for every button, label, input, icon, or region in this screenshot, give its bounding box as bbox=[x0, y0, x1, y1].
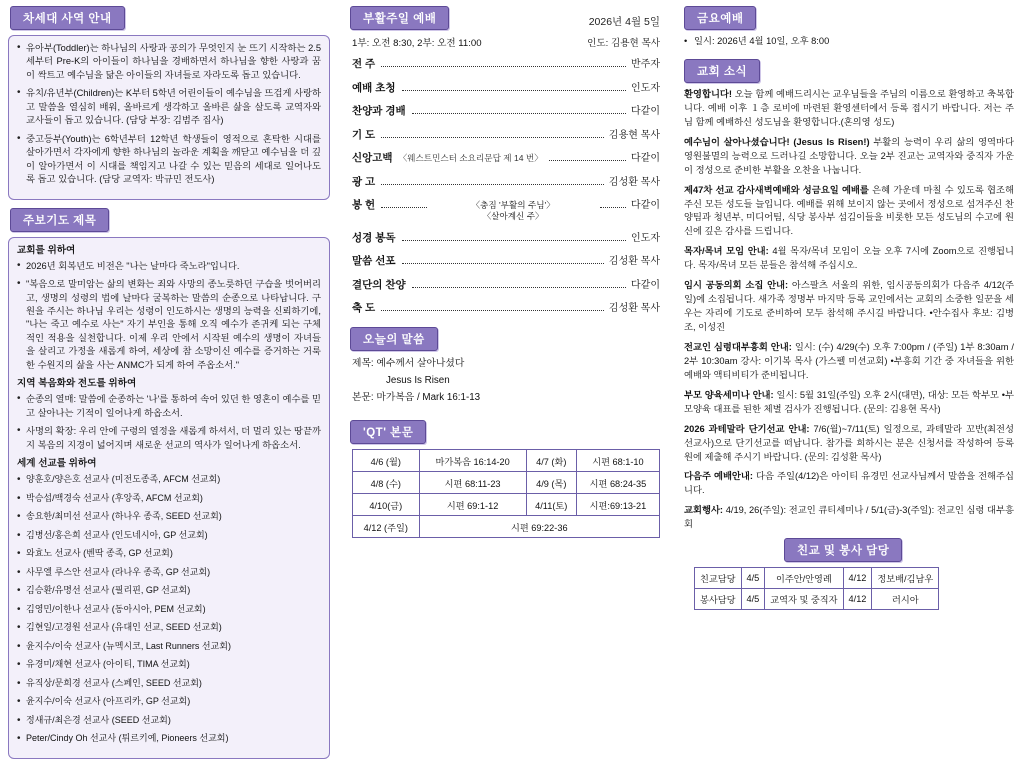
section-heading-serving bbox=[784, 538, 1024, 562]
serving-cell: 봉사담당 bbox=[695, 589, 742, 610]
message-block bbox=[352, 356, 658, 406]
qt-cell: 4/6 (월) bbox=[353, 450, 420, 472]
ribbon-label: 교회 소식 bbox=[684, 59, 760, 83]
qt-cell: 시편 69:1-12 bbox=[419, 494, 526, 516]
order-item-note: 〈웨스트민스터 소요리문답 제 14 번〉 bbox=[398, 153, 543, 163]
news-item bbox=[684, 184, 1014, 240]
news-item bbox=[684, 341, 1014, 383]
news-item-body: 아스팔츠 서울의 위한, 임시공동의회가 다음주 4/12(주일)에 소집됩니다. 새가족 정명부 마지막 등록 교인에서는 교회의 소중한 일꾼을 세우는 자리에 기도로 준비하여 모두 참석해 주시길 바랍니다. •안수집사 후보: 김병조, 이성진 bbox=[684, 280, 1014, 332]
serving-cell: 4/5 bbox=[741, 589, 765, 610]
news-item-body: 다음 주일(4/12)은 아이티 유경민 선교사님께서 말씀을 전해주십니다. bbox=[684, 471, 1015, 496]
news-item-title: 예수님이 살아나셨습니다! (Jesus Is Risen!) bbox=[684, 136, 870, 147]
list-item: • 김승환/유명선 선교사 (필리핀, GP 선교회) bbox=[17, 584, 321, 598]
list-item: • 윤지수/이숙 선교사 (아프리카, GP 선교회) bbox=[17, 695, 321, 709]
column-left bbox=[0, 0, 338, 744]
prayer-panel bbox=[8, 237, 330, 759]
dot-leader bbox=[381, 59, 626, 67]
news-item-title: 임시 공동의회 소집 안내: bbox=[684, 280, 789, 291]
message-text-label: 본문: bbox=[352, 391, 374, 403]
news-item-body: 일시: (수) 4/29(수) 오후 7:00pm / (주일) 1부 8:30am / 2부 10:30am 강사: 이기복 목사 (가스펠 미션교회) •부흥회 기간 중 자녀들을 위한 예배와 액티비티가 준비됩니다. bbox=[684, 341, 1014, 380]
missionary-list bbox=[17, 473, 321, 746]
column-center bbox=[340, 0, 670, 608]
prayer-group-list bbox=[17, 260, 321, 373]
order-row bbox=[352, 126, 660, 142]
list-item: • 유경미/채현 선교사 (아이티, TIMA 선교회) bbox=[17, 658, 321, 672]
news-item-title: 다음주 예배안내: bbox=[684, 471, 753, 482]
serving-cell: 4/5 bbox=[741, 568, 765, 589]
service-date: 2026년 4월 5일 bbox=[588, 16, 660, 28]
prayer-group-title: 지역 복음화와 전도를 위하여 bbox=[17, 378, 137, 390]
order-row bbox=[352, 55, 660, 71]
qt-cell: 4/8 (수) bbox=[353, 472, 420, 494]
news-item-body: 일시: 5월 31일(주일) 오후 2시(대면), 대상: 모든 학부모 •부모양육 대표를 된한 체별 검사가 진행됩니다. (문의: 김용현 목사) bbox=[684, 389, 1014, 414]
nextgen-panel bbox=[8, 35, 330, 200]
news-item-title: 환영합니다! bbox=[684, 88, 732, 99]
service-leader: 인도: 김용현 목사 bbox=[587, 38, 660, 49]
friday-info: • 일시: 2026년 4월 10일, 오후 8:00 bbox=[684, 35, 1014, 49]
news-item-title: 제47차 선교 감사새벽예배와 성금요일 예배를 bbox=[684, 184, 869, 195]
serving-cell: 교역자 및 중직자 bbox=[765, 589, 843, 610]
hymn-line-2: 〈살아계신 주〉 bbox=[482, 210, 544, 221]
order-item-name: 찬양과 경배 bbox=[352, 105, 406, 117]
section-heading-prayer bbox=[10, 208, 338, 232]
ribbon-label: 금요예배 bbox=[684, 6, 756, 30]
news-item bbox=[684, 470, 1014, 498]
order-row bbox=[352, 252, 660, 268]
ribbon-label: 주보기도 제목 bbox=[10, 208, 109, 232]
order-item-name: 결단의 찬양 bbox=[352, 278, 406, 291]
news-item-body: 4월 목자/목녀 모임이 오늘 오후 7시에 Zoom으로 진행됩니다. 목자/목녀 모든 분들은 참석해 주십시오. bbox=[684, 246, 1014, 271]
order-row bbox=[352, 102, 660, 118]
order-item-who: 다같이 bbox=[631, 153, 660, 164]
order-item-name: 축 도 bbox=[352, 302, 376, 315]
service-times: 1부: 오전 8:30, 2부: 오전 11:00 bbox=[352, 38, 482, 49]
list-item: • 김영민/이한나 선교사 (동아시아, PEM 선교회) bbox=[17, 603, 321, 617]
message-text: 마가복음 / Mark 16:1-13 bbox=[376, 391, 481, 403]
order-item-who: 김성환 목사 bbox=[608, 303, 660, 315]
qt-cell: 시편 68:1-10 bbox=[576, 450, 659, 472]
table-row bbox=[695, 589, 939, 610]
list-item: • 사무엘 루스안 선교사 (라나우 종족, GP 선교회) bbox=[17, 566, 321, 580]
order-row bbox=[352, 229, 660, 245]
table-row bbox=[353, 450, 660, 472]
list-item: • "복음으로 말미암는 삶의 변화는 죄와 사망의 종노릇하던 구습을 벗어버리고, 생명의 성령의 법에 날마다 굴복하는 말씀의 순종으로 나타납니다. 구원을 주시는 하나님 우리는 성령이 인도하시는 생명의 능력을 신뢰하기에, "나는 죽고 예수로 사는" 자기 부인을 통해 오직 예수가 존귀케 되는 구체적인 적용을 실천합니다. 이제 우리 안에서 시작된 예수의 생명이 자녀들을 살리고 가정을 새롭게 하여, 세상에 참 소망이신 예수를 증거하는 거룩한 수원지의 삶을 사는 ANMC가 되게 하여 주옵소서." bbox=[17, 278, 321, 372]
message-title: 예수께서 살아나셨다 bbox=[376, 358, 465, 370]
serving-cell: 러시아 bbox=[872, 589, 939, 610]
list-item: • 윤지수/이숙 선교사 (뉴멕시코, Last Runners 선교회) bbox=[17, 640, 321, 654]
order-item-who: 다같이 bbox=[631, 279, 660, 291]
order-item-who: 인도자 bbox=[631, 82, 660, 94]
news-item bbox=[684, 245, 1014, 273]
order-item-who: 김용현 목사 bbox=[608, 129, 660, 141]
order-of-worship bbox=[352, 55, 660, 315]
list-item: • 순종의 열매: 말씀에 순종하는 '나'를 통하여 속어 있던 한 영혼이 예수를 믿고 살아나는 기적이 일어나게 하옵소서. bbox=[17, 393, 321, 420]
news-item-body: 은혜 가운데 마칠 수 있도록 협조해 주신 모든 성도들 늘입니다. 예배를 위해 보이지 않는 곳에서 정성으로 섬겨주신 찬양팀과 청년부, 미디어팀, 식당 봉사부 섬김이들을 비롯한 모든 성도님의 수고에 원신에 깊은 감사를 드립니다. bbox=[684, 184, 1014, 237]
prayer-group-title: 교회를 위하여 bbox=[17, 244, 76, 256]
qt-cell: 시편:69:13-21 bbox=[576, 494, 659, 516]
news-item-body: 7/6(월)~7/11(토) 일정으로, 과테말라 꼬반(최전성 선교사)으로 단기선교를 떠납니다. 참가를 희하시는 분은 신청서를 작성하여 등록원에 제출해 주시기 바랍니다. (문의: 김성환 목사) bbox=[684, 423, 1014, 462]
table-row bbox=[695, 568, 939, 589]
order-item-who: 김성환 목사 bbox=[608, 176, 660, 188]
qt-cell: 마가복음 16:14-20 bbox=[419, 450, 526, 472]
list-item: • Peter/Cindy Oh 선교사 (튀르키예, Pioneers 선교회) bbox=[17, 732, 321, 746]
dot-leader bbox=[549, 153, 626, 161]
order-item-name: 성경 봉독 bbox=[352, 231, 396, 244]
order-row bbox=[352, 79, 660, 95]
news-item-body: 부활의 능력이 우리 삶의 영역마다 영원불멸의 능력으로 드러나길 소망합니다. 오늘 2부 진교는 교역자와 중직자 가운이 정성으로 준비한 부활을 오찬을 나눕니다. bbox=[684, 136, 1014, 175]
table-row bbox=[353, 516, 660, 538]
serving-cell: 이주안/안영례 bbox=[765, 568, 843, 589]
dot-leader bbox=[412, 280, 626, 288]
ribbon-label: 차세대 사역 안내 bbox=[10, 6, 125, 30]
list-item: • 박승섭/백경숙 선교사 (후앙족, AFCM 선교회) bbox=[17, 492, 321, 506]
order-item-who: 김성환 목사 bbox=[608, 256, 660, 268]
qt-cell: 시편 68:24-35 bbox=[576, 472, 659, 494]
news-item bbox=[684, 504, 1014, 532]
section-heading-friday bbox=[684, 6, 1024, 30]
serving-cell: 4/12 bbox=[843, 589, 872, 610]
serving-table bbox=[694, 567, 939, 610]
order-item-who: 다같이 bbox=[631, 200, 660, 211]
list-item: • 중고등부(Youth)는 6학년부터 12학년 학생들이 영적으로 혼탁한 시대를 살아가면서 각자에게 향한 하나님의 놀라운 계획을 깨닫고 예수님을 더 깊이 알아가면서 이 시대를 책임지고 나갈 수 있는 믿음의 세대로 일어나도록 돕고 있습니다. (담당 교역자: 박규민 전도사) bbox=[17, 133, 321, 187]
message-title-en: Jesus Is Risen bbox=[386, 375, 450, 387]
order-item-name: 광 고 bbox=[352, 175, 376, 188]
order-row bbox=[352, 276, 660, 292]
news-item bbox=[684, 389, 1014, 417]
news-item-title: 전교인 심령대부흥회 안내: bbox=[684, 341, 792, 352]
list-item: • 유아부(Toddler)는 하나님의 사랑과 공의가 무엇인지 눈 뜨기 시작하는 2.5세부터 Pre-K의 아이들이 하나님을 경배하면서 하나님을 향한 사랑과 꿈이 싹트고 예수님을 닮은 아이들의 자녀들로 자라도록 돕고 있습니다. bbox=[17, 42, 321, 82]
news-item-title: 목자/목녀 모임 안내: bbox=[684, 246, 769, 257]
order-item-name: 예배 초청 bbox=[352, 81, 396, 94]
section-heading-nextgen bbox=[10, 6, 338, 30]
qt-cell: 4/12 (주일) bbox=[353, 516, 420, 538]
list-item: • 송요한/최미선 선교사 (하나우 종족, SEED 선교회) bbox=[17, 510, 321, 524]
order-item-name: 말씀 선포 bbox=[352, 255, 396, 268]
list-item: • 와효노 선교사 (벤딱 종족, GP 선교회) bbox=[17, 547, 321, 561]
list-item: • 양훈호/양은호 선교사 (미전도종족, AFCM 선교회) bbox=[17, 473, 321, 487]
qt-cell: 시편 69:22-36 bbox=[419, 516, 659, 538]
order-item-name: 봉 헌 bbox=[352, 199, 376, 211]
ribbon-label: 'QT' 본문 bbox=[350, 420, 426, 444]
dot-leader bbox=[381, 303, 604, 311]
news-item bbox=[684, 279, 1014, 335]
order-row bbox=[352, 299, 660, 315]
service-meta bbox=[352, 35, 660, 49]
list-item: • 유치/유년부(Children)는 K부터 5학년 어린이들이 예수님을 뜨겁게 사랑하고 말씀을 열심히 배워, 올바르게 생각하고 올바른 삶을 살도록 교역자와 교사들이 돕고 있습니다. (담당 부장: 김범주 집사) bbox=[17, 87, 321, 127]
news-item bbox=[684, 423, 1014, 465]
serving-cell: 친교담당 bbox=[695, 568, 742, 589]
ribbon-label: 오늘의 말씀 bbox=[350, 327, 438, 351]
qt-cell: 4/11(토) bbox=[526, 494, 576, 516]
order-row-offering bbox=[352, 196, 660, 221]
message-title-en-row bbox=[352, 373, 658, 390]
dot-leader bbox=[600, 200, 626, 208]
dot-leader bbox=[402, 233, 627, 241]
news-item bbox=[684, 136, 1014, 178]
dot-leader bbox=[381, 130, 604, 138]
order-item-name: 신앙고백 bbox=[352, 152, 393, 164]
ribbon-label: 부활주일 예배 bbox=[350, 6, 449, 30]
news-item-body: 4/19, 26(주일): 전교인 큐티세미나 / 5/1(금)-3(주일): 전교인 심령 대부흥회 bbox=[684, 505, 1014, 530]
table-row bbox=[353, 472, 660, 494]
order-item-who: 다같이 bbox=[631, 106, 660, 117]
list-item: • 2026년 회복년도 비전은 "나는 날마다 죽노라"입니다. bbox=[17, 260, 321, 273]
column-right bbox=[674, 0, 1024, 608]
dot-leader bbox=[402, 256, 604, 264]
dot-leader bbox=[381, 177, 604, 185]
section-heading-news bbox=[684, 59, 1024, 83]
qt-cell: 시편 68:11-23 bbox=[419, 472, 526, 494]
hymn-line-1: 〈충짐 '부활의 주님'〉 bbox=[471, 200, 555, 210]
news-item-title: 교회행사: bbox=[684, 505, 724, 516]
order-item-name: 전 주 bbox=[352, 58, 376, 70]
serving-cell: 4/12 bbox=[843, 568, 872, 589]
news-item bbox=[684, 88, 1014, 130]
prayer-group-list bbox=[17, 393, 321, 452]
news-item-body: 오늘 함께 예배드리시는 교우님들을 주님의 이름으로 환영하고 축복합니다. 예배 이후 １층 로비에 마련된 환영센터에서 등록 접시기 바랍니다. 저는 주님 함께 예배하신 성도님을 환영합니다.(혼의영 성도) bbox=[684, 88, 1014, 127]
dot-leader bbox=[402, 83, 627, 91]
news-item-title: 2026 과테말라 단기선교 안내: bbox=[684, 423, 810, 434]
order-item-who: 반주자 bbox=[631, 59, 660, 70]
prayer-group-title: 세계 선교를 위하여 bbox=[17, 458, 97, 470]
order-row bbox=[352, 173, 660, 189]
table-row bbox=[353, 494, 660, 516]
list-item: • 김현일/고경원 선교사 (유대인 선교, SEED 선교회) bbox=[17, 621, 321, 635]
order-item-who: 인도자 bbox=[631, 232, 660, 244]
list-item: • 유직상/문희경 선교사 (스페인, SEED 선교회) bbox=[17, 677, 321, 691]
serving-cell: 정보배/김남우 bbox=[872, 568, 939, 589]
qt-cell: 4/9 (목) bbox=[526, 472, 576, 494]
list-item: • 사명의 확장: 우리 안에 구령의 열정을 새롭게 하셔서, 더 멀리 있는 땅끝까지 복음의 지경이 넓어지며 새로운 선교의 역사가 일어나게 하옵소서. bbox=[17, 425, 321, 452]
qt-cell: 4/10(금) bbox=[353, 494, 420, 516]
dot-leader bbox=[412, 106, 626, 114]
news-list bbox=[684, 88, 1014, 532]
list-item: • 정새규/최은경 선교사 (SEED 선교회) bbox=[17, 714, 321, 728]
qt-cell: 4/7 (화) bbox=[526, 450, 576, 472]
order-row bbox=[352, 149, 660, 165]
friday-service-info bbox=[684, 35, 1014, 49]
dot-leader bbox=[381, 200, 427, 208]
nextgen-list bbox=[17, 42, 321, 187]
ribbon-label: 친교 및 봉사 담당 bbox=[784, 538, 902, 562]
order-item-name: 기 도 bbox=[352, 128, 376, 141]
list-item: • 김병선/홍은희 선교사 (인도네시아, GP 선교회) bbox=[17, 529, 321, 543]
section-heading-message bbox=[350, 327, 670, 351]
section-heading-qt bbox=[350, 420, 670, 444]
message-text-row bbox=[352, 390, 658, 407]
qt-table bbox=[352, 449, 660, 538]
order-item-hymn bbox=[432, 200, 594, 221]
news-item-title: 부모 양육세미나 안내: bbox=[684, 389, 774, 400]
message-title-row bbox=[352, 356, 658, 373]
message-title-label: 제목: bbox=[352, 358, 374, 370]
